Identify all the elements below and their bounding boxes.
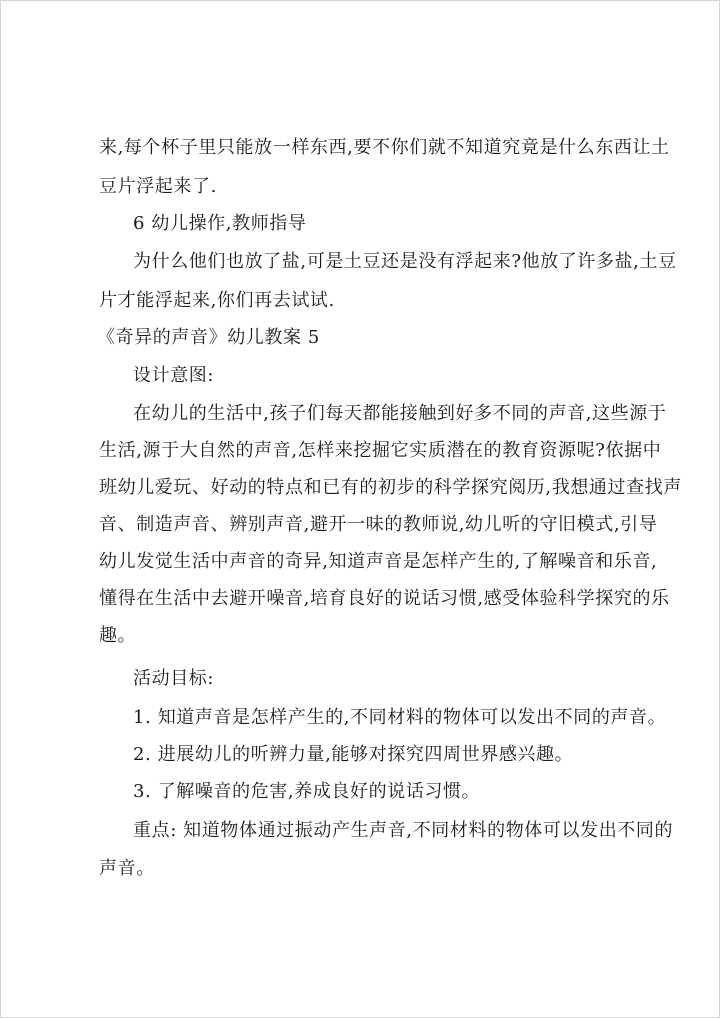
text-line: 幼儿发觉生活中声音的奇异,知道声音是怎样产生的,了解噪音和乐音, [99, 551, 658, 572]
text-line: 趣。 [99, 625, 137, 646]
text-line: 在幼儿的生活中,孩子们每天都能接触到好多不同的声音,这些源于 [133, 403, 667, 424]
text-line: 生活,源于大自然的声音,怎样来挖掘它实质潜在的教育资源呢?依据中 [99, 440, 662, 461]
section-heading: 6 幼儿操作,教师指导 [133, 213, 307, 234]
text-line: 来,每个杯子里只能放一样东西,要不你们就不知道究竟是什么东西让土 [99, 137, 670, 158]
text-line: 班幼儿爱玩、好动的特点和已有的初步的科学探究阅历,我想通过查找声 [99, 477, 682, 498]
text-line: 为什么他们也放了盐,可是土豆还是没有浮起来?他放了许多盐,土豆 [133, 251, 677, 272]
list-item: 2. 进展幼儿的听辨力量,能够对探究四周世界感兴趣。 [133, 744, 574, 765]
text-line: 片才能浮起来,你们再去试试. [99, 290, 335, 311]
subheading: 活动目标: [133, 668, 215, 689]
document-title: 《奇异的声音》幼儿教案 5 [97, 327, 320, 348]
subheading: 设计意图: [133, 365, 215, 386]
text-line: 音、制造声音、辨别声音,避开一味的教师说,幼儿听的守旧模式,引导 [99, 514, 658, 535]
text-line: 声音。 [99, 858, 155, 879]
text-line: 豆片浮起来了. [99, 176, 217, 197]
text-line: 重点: 知道物体通过振动产生声音,不同材料的物体可以发出不同的 [133, 820, 674, 841]
list-item: 3. 了解噪音的危害,养成良好的说话习惯。 [133, 781, 481, 802]
list-item: 1. 知道声音是怎样产生的,不同材料的物体可以发出不同的声音。 [133, 707, 667, 728]
text-line: 懂得在生活中去避开噪音,培育良好的说话习惯,感受体验科学探究的乐 [99, 588, 670, 609]
